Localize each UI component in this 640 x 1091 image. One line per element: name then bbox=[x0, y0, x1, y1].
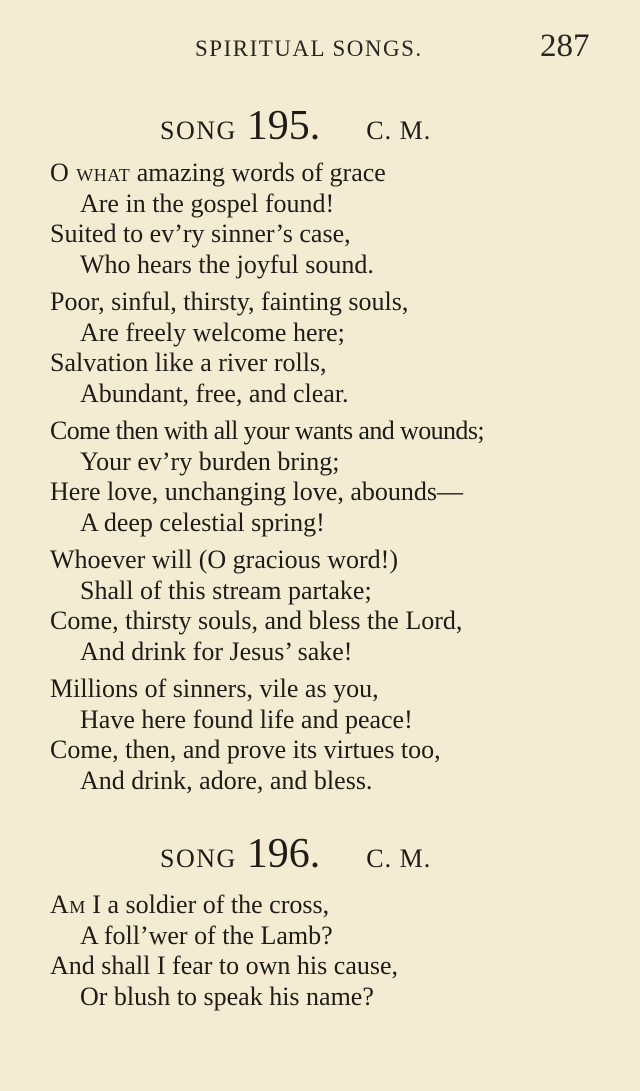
verse-line-text: amazing words of grace bbox=[130, 158, 386, 187]
verse-line bbox=[50, 890, 610, 921]
verse-line: Come, then, and prove its virtues too, bbox=[50, 735, 441, 764]
verse-line: Are in the gospel found! bbox=[80, 188, 335, 218]
song-meter: C. M. bbox=[366, 844, 432, 873]
verse-line: Shall of this stream partake; bbox=[80, 575, 372, 605]
song-label: SONG bbox=[160, 844, 237, 873]
verse-line bbox=[50, 158, 610, 189]
verse-line: Come then with all your wants and wounds; bbox=[50, 416, 484, 445]
song-label: SONG bbox=[160, 116, 237, 145]
verse-line: Whoever will (O gracious word!) bbox=[50, 545, 398, 574]
song-body-195 bbox=[50, 158, 610, 803]
verse-line-text: I a soldier of the cross, bbox=[85, 890, 330, 919]
verse-line: Poor, sinful, thirsty, fainting souls, bbox=[50, 287, 409, 316]
verse-line: A foll’wer of the Lamb? bbox=[80, 920, 333, 950]
song-heading-195 bbox=[160, 102, 431, 150]
verse-line: And shall I fear to own his cause, bbox=[50, 951, 399, 980]
verse-line: And drink, adore, and bless. bbox=[80, 765, 373, 795]
verse-line: Abundant, free, and clear. bbox=[80, 378, 349, 408]
verse-line: Here love, unchanging love, abounds— bbox=[50, 477, 464, 506]
stanza bbox=[50, 674, 610, 796]
stanza bbox=[50, 416, 610, 538]
verse-line: Or blush to speak his name? bbox=[80, 981, 374, 1011]
verse-line: Your ev’ry burden bring; bbox=[80, 446, 340, 476]
verse-line: Millions of sinners, vile as you, bbox=[50, 674, 379, 703]
verse-line: Are freely welcome here; bbox=[80, 317, 345, 347]
stanza bbox=[50, 545, 610, 667]
verse-line: A deep celestial spring! bbox=[80, 507, 325, 537]
running-title: SPIRITUAL SONGS. bbox=[195, 36, 423, 61]
song-number: 195. bbox=[246, 103, 321, 149]
song-body-196 bbox=[50, 890, 610, 1019]
page-number: 287 bbox=[540, 28, 590, 64]
verse-line: Come, thirsty souls, and bless the Lord, bbox=[50, 606, 463, 635]
song-heading-196 bbox=[160, 830, 431, 878]
verse-lead-words: Am bbox=[50, 890, 86, 919]
stanza bbox=[50, 158, 610, 280]
verse-line: Have here found life and peace! bbox=[80, 704, 413, 734]
stanza bbox=[50, 287, 610, 409]
song-meter: C. M. bbox=[366, 116, 432, 145]
verse-lead-words: O what bbox=[50, 158, 131, 187]
song-number: 196. bbox=[246, 831, 321, 877]
stanza bbox=[50, 890, 610, 1012]
verse-line: And drink for Jesus’ sake! bbox=[80, 636, 353, 666]
verse-line: Suited to ev’ry sinner’s case, bbox=[50, 219, 351, 248]
verse-line: Who hears the joyful sound. bbox=[80, 249, 374, 279]
verse-line: Salvation like a river rolls, bbox=[50, 348, 327, 377]
